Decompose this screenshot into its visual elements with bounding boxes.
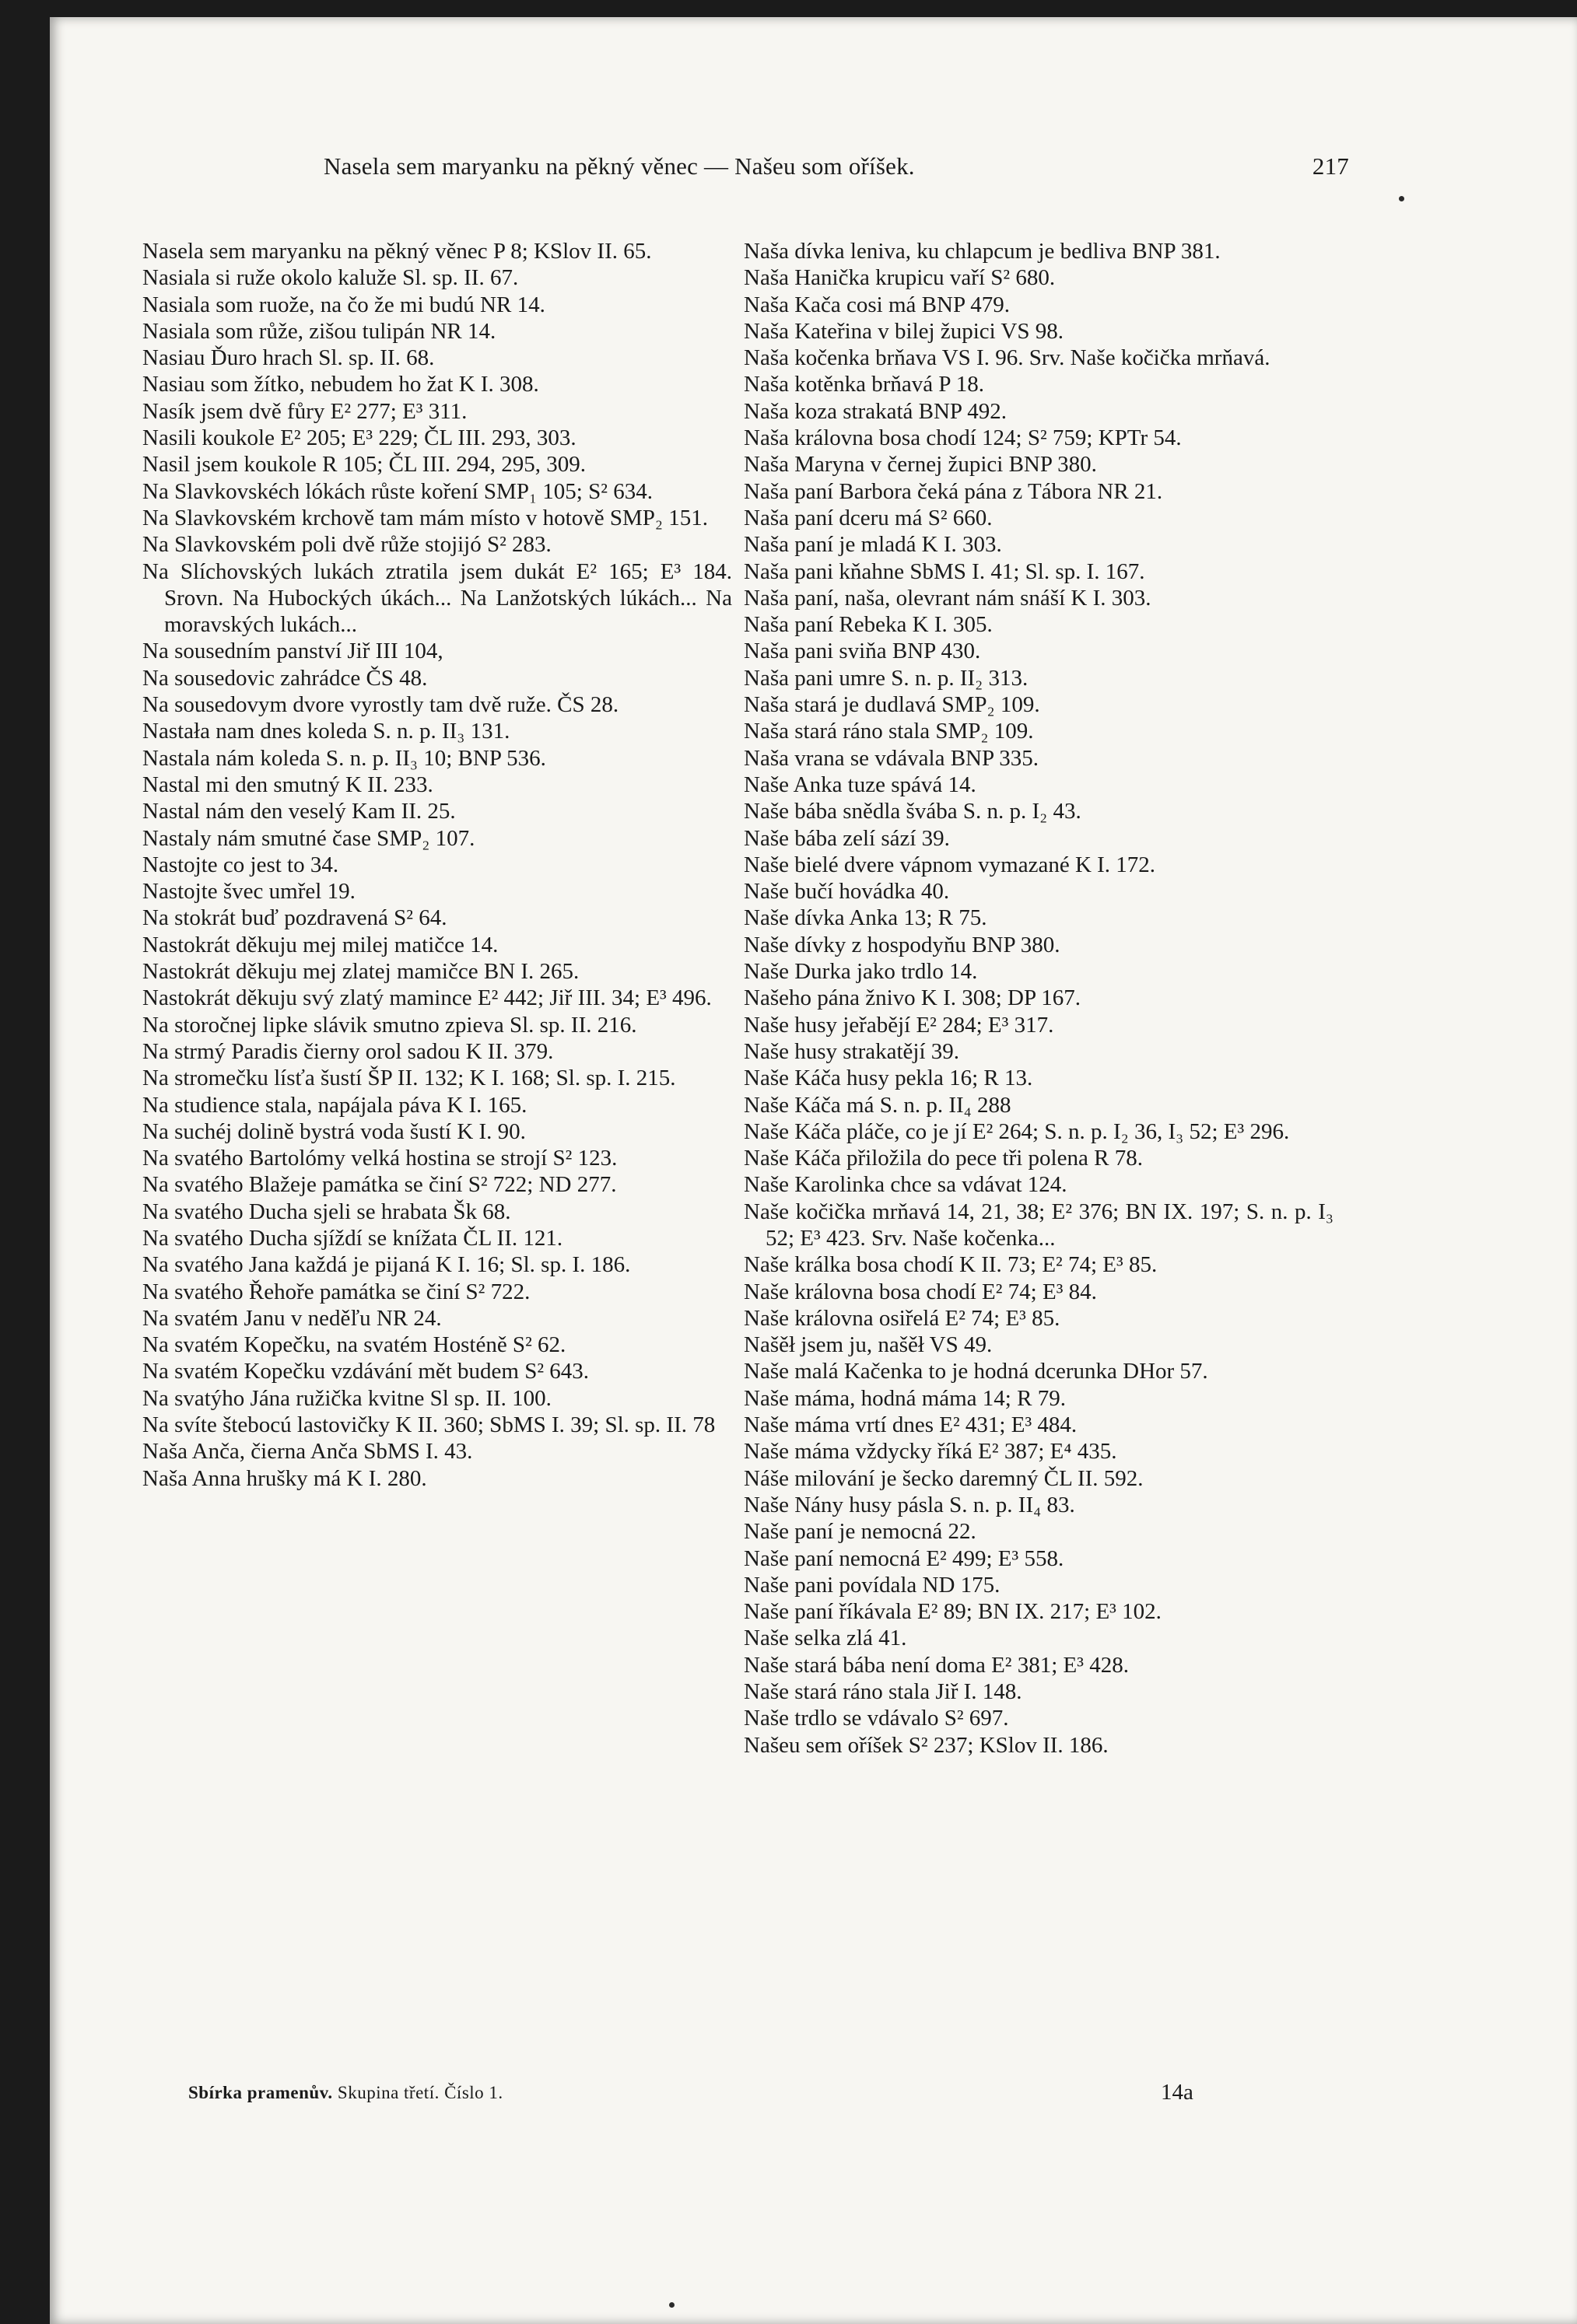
index-entry: Na Slavkovskéch lókách růste koření SMP₁ 105; S² 634. bbox=[142, 478, 653, 504]
index-entry: Naše husy jeřabějí E² 284; E³ 317. bbox=[744, 1012, 1054, 1038]
index-entry: Na stokrát buď pozdravená S² 64. bbox=[142, 905, 447, 931]
index-entry: Naša Hanička krupicu vaří S² 680. bbox=[744, 265, 1056, 291]
index-entry: Naša Anna hrušky má K I. 280. bbox=[142, 1465, 427, 1491]
index-entry: Naše dívky z hospodyňu BNP 380. bbox=[744, 932, 1060, 957]
index-entry: Naše Káča má S. n. p. II₄ 288 bbox=[744, 1092, 1011, 1118]
book-page bbox=[50, 17, 1577, 2324]
index-entry: Naša Anča, čierna Anča SbMS I. 43. bbox=[142, 1439, 473, 1465]
index-entry: Naša koza strakatá BNP 492. bbox=[744, 398, 1007, 424]
index-entry: Naše bučí hovádka 40. bbox=[744, 879, 950, 905]
index-entry: Naša stará ráno stala SMP₂ 109. bbox=[744, 719, 1034, 744]
index-entry: Nasiala som růže, zišou tulipán NR 14. bbox=[142, 318, 496, 344]
index-entry: Naše Káča husy pekla 16; R 13. bbox=[744, 1066, 1033, 1091]
index-entry: Nastal mi den smutný K II. 233. bbox=[142, 772, 433, 797]
index-entry: Na sousedovic zahrádce ČS 48. bbox=[142, 665, 428, 691]
index-entry: Naša pani kňahne SbMS I. 41; Sl. sp. I. 167. bbox=[744, 558, 1145, 584]
index-entry: Na svatého Jana každá je pijaná K I. 16; Sl. sp. I. 186. bbox=[142, 1252, 631, 1278]
index-entry: Na sousedovym dvore vyrostly tam dvě ruže. ČS 28. bbox=[142, 692, 619, 718]
page-number: 217 bbox=[1312, 152, 1349, 180]
index-entry: Nasiau Ďuro hrach Sl. sp. II. 68. bbox=[142, 345, 435, 371]
index-entry: Naše pani povídala ND 175. bbox=[744, 1572, 1001, 1598]
index-entry: Naše malá Kačenka to je hodná dcerunka DHor 57. bbox=[744, 1359, 1208, 1384]
index-entry: Naša pani umre S. n. p. II₂ 313. bbox=[744, 665, 1029, 691]
index-entry: Na svatého Bartolómy velká hostina se strojí S² 123. bbox=[142, 1146, 618, 1171]
index-entry: Nasil jsem koukole R 105; ČL III. 294, 295, 309. bbox=[142, 452, 587, 478]
running-title: Nasela sem maryanku na pěkný věnec — Našeu som oříšek. bbox=[324, 152, 915, 180]
index-entry: Naše máma vždycky říká E² 387; E⁴ 435. bbox=[744, 1439, 1117, 1465]
index-entry: Nastokrát děkuju mej milej matičce 14. bbox=[142, 932, 499, 957]
index-entry: Naša paní Barbora čeká pána z Tábora NR 21. bbox=[744, 478, 1163, 504]
index-entry: Nastaly nám smutné čase SMP₂ 107. bbox=[142, 825, 475, 851]
index-entry: Nasela sem maryanku na pěkný věnec P 8; KSlov II. 65. bbox=[142, 239, 652, 264]
index-entry: Naše stará ráno stala Jiř I. 148. bbox=[744, 1679, 1022, 1705]
index-entry: Náše milování je šecko daremný ČL II. 592. bbox=[744, 1465, 1144, 1491]
index-entry: Na strmý Paradis čierny orol sadou K II. 379. bbox=[142, 1038, 554, 1064]
index-entry: Na Slíchovských lukách ztratila jsem dukát E² 165; E³ 184. Srovn. Na Hubockých úkách... Na Lanžotských lúkách... Na moravských lukách... bbox=[142, 558, 732, 638]
index-entry: Naša Kača cosi má BNP 479. bbox=[744, 292, 1011, 317]
index-entry: Naša paní je mladá K I. 303. bbox=[744, 532, 1002, 558]
printer-signature bbox=[188, 2083, 503, 2103]
index-entry: Nastała nam dnes koleda S. n. p. II₃ 131. bbox=[142, 719, 510, 744]
index-entry: Naša paní dceru má S² 660. bbox=[744, 505, 993, 530]
index-entry: Naše bielé dvere vápnom vymazané K I. 172. bbox=[744, 852, 1156, 877]
index-entry: Naša dívka leniva, ku chlapcum je bedliva BNP 381. bbox=[744, 239, 1221, 264]
index-entry: Naša pani sviňa BNP 430. bbox=[744, 639, 981, 664]
sheet-mark: 14a bbox=[1161, 2080, 1193, 2105]
index-entry: Našeho pána žnivo K I. 308; DP 167. bbox=[744, 985, 1081, 1011]
index-entry: Na Slavkovském poli dvě růže stojijó S² 283. bbox=[142, 532, 552, 558]
index-entry: Na sousedním panství Jiř III 104, bbox=[142, 639, 443, 664]
index-entry: Naše královna osiřelá E² 74; E³ 85. bbox=[744, 1305, 1060, 1331]
index-entry: Naše husy strakatějí 39. bbox=[744, 1038, 960, 1064]
index-entry: Naša vrana se vdávala BNP 335. bbox=[744, 745, 1039, 771]
signature-prefix: Sbírka pramenův. bbox=[188, 2083, 333, 2102]
print-speck bbox=[669, 2302, 675, 2308]
index-entry: Nastojte co jest to 34. bbox=[142, 852, 339, 877]
index-entry: Naše bába zelí sází 39. bbox=[744, 825, 950, 851]
index-entry: Nasili koukole E² 205; E³ 229; ČL III. 293, 303. bbox=[142, 425, 576, 451]
index-entry: Na Slavkovském krchově tam mám místo v hotově SMP₂ 151. bbox=[142, 505, 708, 530]
index-entry: Naše bába snědla švába S. n. p. I₂ 43. bbox=[744, 799, 1081, 824]
index-entry: Naša královna bosa chodí 124; S² 759; KPTr 54. bbox=[744, 425, 1182, 451]
index-entry: Nasík jsem dvě fůry E² 277; E³ 311. bbox=[142, 398, 468, 424]
index-entry: Nastala nám koleda S. n. p. II₃ 10; BNP 536. bbox=[142, 745, 546, 771]
index-entry: Naša kotěnka brňavá P 18. bbox=[744, 372, 984, 397]
index-entry: Naša Maryna v černej župici BNP 380. bbox=[744, 452, 1097, 478]
index-entry: Naše Káča přiložila do pece tři polena R 78. bbox=[744, 1146, 1143, 1171]
index-entry: Nastokrát děkuju mej zlatej mamičce BN I. 265. bbox=[142, 959, 580, 985]
index-entry: Naša paní, naša, olevrant nám snáší K I. 303. bbox=[744, 585, 1151, 611]
index-entry: Naša stará je dudlavá SMP₂ 109. bbox=[744, 692, 1040, 718]
index-entry: Na svatého Ducha sjeli se hrabata Šk 68. bbox=[142, 1199, 511, 1224]
index-entry: Na svatém Kopečku vzdávání mět budem S² 643. bbox=[142, 1359, 590, 1384]
index-entry: Naše královna bosa chodí E² 74; E³ 84. bbox=[744, 1279, 1097, 1304]
index-entry: Nasiala som ruože, na čo že mi budú NR 14. bbox=[142, 292, 545, 317]
index-entry: Na svatém Janu v neděľu NR 24. bbox=[142, 1305, 442, 1331]
index-entry: Naše selka zlá 41. bbox=[744, 1626, 907, 1651]
index-entry: Nastokrát děkuju svý zlatý mamince E² 442; Jiř III. 34; E³ 496. bbox=[142, 985, 712, 1011]
index-entry: Naša Kateřina v bilej župici VS 98. bbox=[744, 318, 1064, 344]
index-entry: Na svatýho Jána ružička kvitne Sl sp. II. 100. bbox=[142, 1385, 552, 1411]
index-entry: Naše trdlo se vdávalo S² 697. bbox=[744, 1706, 1009, 1731]
index-entry: Na svíte štebocú lastovičky K II. 360; SbMS I. 39; Sl. sp. II. 78 bbox=[142, 1412, 716, 1438]
print-speck bbox=[1399, 196, 1404, 201]
index-entry: Naše stará bába není doma E² 381; E³ 428. bbox=[744, 1652, 1129, 1678]
index-entry: Nastojte švec umřel 19. bbox=[142, 879, 356, 905]
index-entry: Naše kočička mrňavá 14, 21, 38; E² 376; BN IX. 197; S. n. p. I₃ 52; E³ 423. Srv. Naše kočenka... bbox=[744, 1199, 1333, 1251]
index-entry: Naše máma vrtí dnes E² 431; E³ 484. bbox=[744, 1412, 1078, 1438]
index-entry: Naše paní říkávala E² 89; BN IX. 217; E³ 102. bbox=[744, 1599, 1162, 1625]
index-entry: Naše Durka jako trdlo 14. bbox=[744, 959, 978, 985]
index-entry: Nasiau som žítko, nebudem ho žat K I. 308. bbox=[142, 372, 539, 397]
index-entry: Naše Anka tuze spává 14. bbox=[744, 772, 976, 797]
index-entry: Na svatého Řehoře památka se činí S² 722. bbox=[142, 1279, 531, 1304]
index-entry: Našěł jsem ju, našěł VS 49. bbox=[744, 1332, 993, 1358]
index-entry: Naše Nány husy pásla S. n. p. II₄ 83. bbox=[744, 1492, 1075, 1517]
index-entry: Naše Káča pláče, co je jí E² 264; S. n. p. I₂ 36, I₃ 52; E³ 296. bbox=[744, 1118, 1290, 1144]
index-entry: Našeu sem oříšek S² 237; KSlov II. 186. bbox=[744, 1732, 1109, 1758]
index-entry: Naša paní Rebeka K I. 305. bbox=[744, 612, 993, 638]
index-entry: Na svatém Kopečku, na svatém Hosténě S² 62. bbox=[142, 1332, 566, 1358]
index-entry: Naše paní nemocná E² 499; E³ 558. bbox=[744, 1545, 1064, 1571]
index-entry: Naša kočenka brňava VS I. 96. Srv. Naše kočička mrňavá. bbox=[744, 345, 1270, 371]
index-entry: Naše dívka Anka 13; R 75. bbox=[744, 905, 987, 931]
index-entry: Nastal nám den veselý Kam II. 25. bbox=[142, 799, 456, 824]
right-column bbox=[744, 238, 1333, 1759]
index-entry: Na svatého Ducha sjíždí se knížata ČL II. 121. bbox=[142, 1225, 563, 1251]
index-entry: Naše Karolinka chce sa vdávat 124. bbox=[744, 1172, 1067, 1198]
left-column bbox=[142, 238, 732, 1492]
signature-rest: Skupina třetí. Číslo 1. bbox=[337, 2083, 503, 2102]
index-entry: Naše máma, hodná máma 14; R 79. bbox=[744, 1385, 1066, 1411]
index-entry: Na suchéj dolině bystrá voda šustí K I. 90. bbox=[142, 1118, 526, 1144]
index-entry: Na storočnej lipke slávik smutno zpieva Sl. sp. II. 216. bbox=[142, 1012, 637, 1038]
index-entry: Na studience stala, napájala páva K I. 165. bbox=[142, 1092, 527, 1118]
index-entry: Naše králka bosa chodí K II. 73; E² 74; E³ 85. bbox=[744, 1252, 1158, 1278]
index-entry: Nasiala si ruže okolo kaluže Sl. sp. II. 67. bbox=[142, 265, 519, 291]
index-entry: Na svatého Blažeje památka se činí S² 722; ND 277. bbox=[142, 1172, 617, 1198]
index-entry: Naše paní je nemocná 22. bbox=[744, 1519, 976, 1545]
index-entry: Na stromečku lísťa šustí ŠP II. 132; K I. 168; Sl. sp. I. 215. bbox=[142, 1066, 676, 1091]
